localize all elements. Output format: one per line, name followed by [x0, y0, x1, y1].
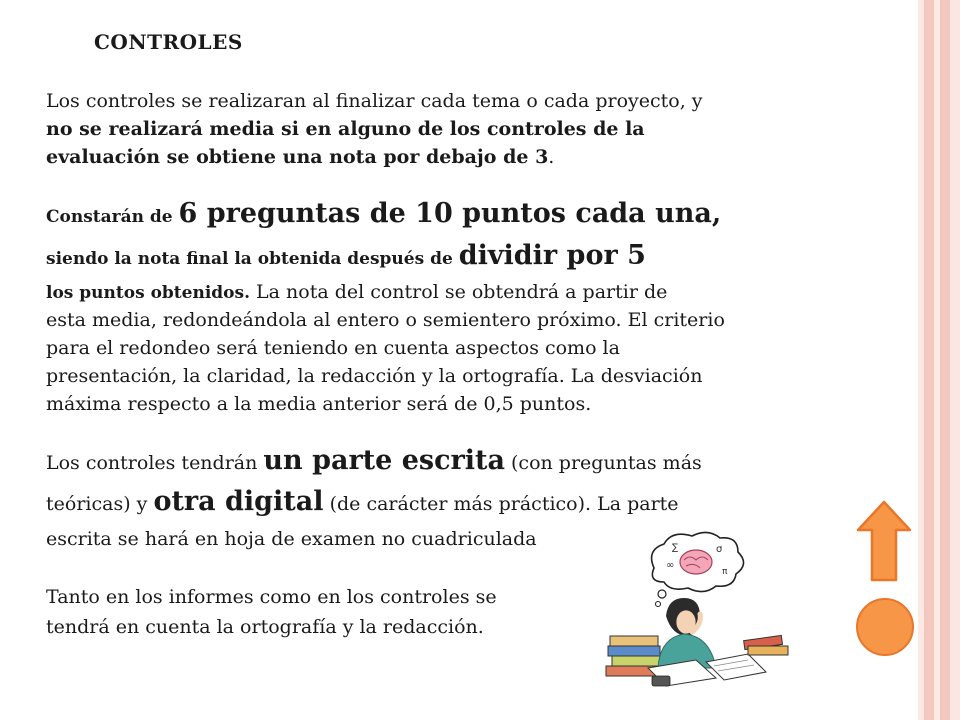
paragraph-1-line-1: Los controles se realizaran al finalizar cada tema o cada proyecto, y	[46, 90, 703, 112]
paragraph-2-line-2	[46, 242, 646, 273]
text-span: .	[548, 146, 555, 168]
paragraph-3-line-1	[46, 447, 702, 477]
paragraph-2-line-6: presentación, la claridad, la redacción y la ortografía. La desviación	[46, 365, 703, 387]
text-span: (con preguntas más	[504, 452, 702, 474]
emphasis-text: dividir por 5	[458, 240, 646, 271]
thought-bubble	[652, 532, 744, 606]
student-figure	[658, 598, 716, 668]
paragraph-4-line-2: tendrá en cuenta la ortografía y la redacción.	[46, 616, 484, 638]
emphasis-text: ,	[711, 198, 722, 229]
calculator-icon	[652, 676, 670, 686]
svg-text:σ: σ	[716, 544, 723, 555]
paragraph-3-line-2	[46, 488, 679, 518]
circle-button-icon[interactable]	[856, 598, 914, 656]
emphasis-text: 6 preguntas de 10 puntos cada una	[178, 198, 712, 229]
student-studying-illustration	[588, 528, 810, 688]
arrow-up-icon[interactable]	[856, 500, 912, 582]
paragraph-2-line-1	[46, 200, 721, 231]
emphasis-text: otra digital	[153, 486, 324, 517]
svg-text:∑: ∑	[672, 543, 679, 553]
paragraph-1-line-2: no se realizará media si en alguno de los controles de la	[46, 118, 645, 140]
decorative-stripe	[924, 0, 934, 720]
svg-text:π: π	[722, 567, 728, 577]
bold-text: siendo la nota final la obtenida después de	[46, 249, 459, 269]
paragraph-2-line-5: para el redondeo será teniendo en cuenta aspectos como la	[46, 337, 620, 359]
paragraph-1-line-3	[46, 144, 554, 171]
page-title: CONTROLES	[94, 30, 243, 54]
paragraph-4-line-1: Tanto en los informes como en los controles se	[46, 586, 497, 608]
text-span: Los controles tendrán	[46, 452, 264, 474]
paragraph-3-line-3: escrita se hará en hoja de examen no cuadriculada	[46, 528, 537, 550]
bold-text: los puntos obtenidos.	[46, 283, 250, 303]
paragraph-2-line-3	[46, 279, 667, 307]
book-pile	[744, 635, 788, 655]
text-span: La nota del control se obtendrá a partir de	[250, 281, 668, 303]
bold-text: Constarán de	[46, 207, 179, 227]
text-span: teóricas) y	[46, 493, 154, 515]
paragraph-2-line-7: máxima respecto a la media anterior será de 0,5 puntos.	[46, 393, 592, 415]
emphasis-text: un parte escrita	[263, 445, 505, 476]
paragraph-2-line-4: esta media, redondeándola al entero o semientero próximo. El criterio	[46, 309, 725, 331]
decorative-stripe	[940, 0, 950, 720]
decorative-stripe-light	[950, 0, 960, 720]
svg-text:∞: ∞	[666, 560, 675, 571]
bold-text: evaluación se obtiene una nota por debajo de 3	[46, 146, 549, 168]
text-span: (de carácter más práctico). La parte	[323, 493, 679, 515]
